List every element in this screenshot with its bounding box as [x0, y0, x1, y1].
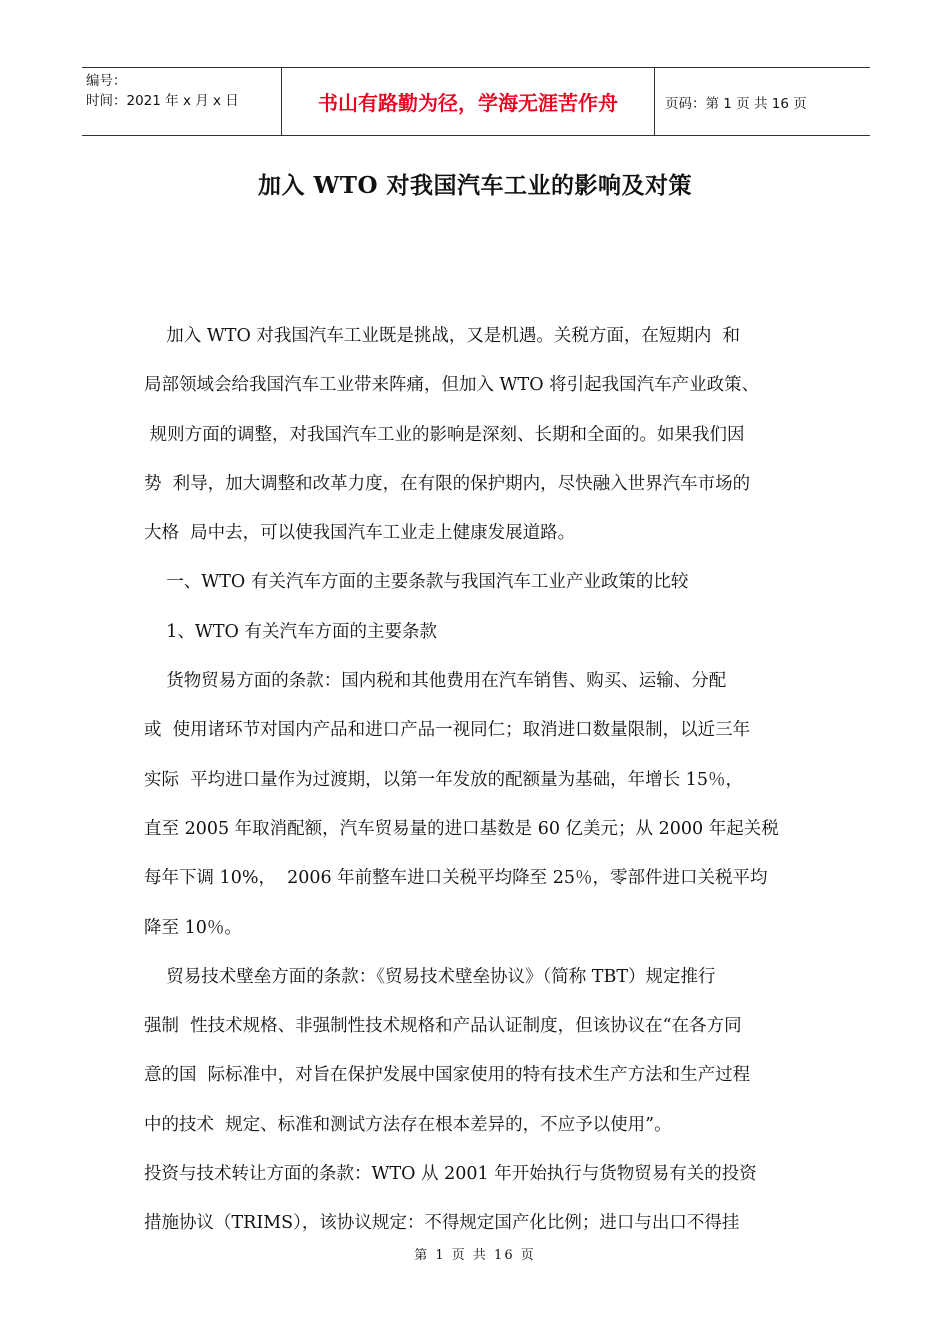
text-line: 货物贸易方面的条款：国内税和其他费用在汽车销售、购买、运输、分配	[144, 671, 727, 692]
header-meta	[82, 68, 282, 135]
text-line: 中的技术 规定、标准和测试方法存在根本差异的，不应予以使用”。	[144, 1114, 672, 1135]
document-body	[144, 312, 816, 1249]
page-footer: 第 1 页 共 16 页	[414, 1248, 536, 1263]
text-line: 1、WTO 有关汽车方面的主要条款	[144, 621, 437, 642]
text-line: 局部领域会给我国汽车工业带来阵痛，但加入 WTO 将引起我国汽车产业政策、	[144, 375, 760, 396]
text-line: 措施协议（TRIMS），该协议规定：不得规定国产化比例；进口与出口不得挂	[144, 1213, 740, 1234]
text-line: 降至 10％。	[144, 917, 242, 938]
header-page-info: 页码：第 1 页 共 16 页	[665, 95, 807, 112]
text-line: 或 使用诸环节对国内产品和进口产品一视同仁；取消进口数量限制，以近三年	[144, 720, 751, 741]
document-date: 时间：2021 年 x 月 x 日	[86, 93, 239, 109]
text-line: 投资与技术转让方面的条款：WTO 从 2001 年开始执行与货物贸易有关的投资	[144, 1164, 757, 1185]
text-line: 规则方面的调整，对我国汽车工业的影响是深刻、长期和全面的。如果我们因	[144, 424, 745, 445]
text-line: 实际 平均进口量作为过渡期，以第一年发放的配额量为基础，年增长 15％，	[144, 769, 743, 790]
text-line: 大格 局中去，可以使我国汽车工业走上健康发展道路。	[144, 523, 576, 544]
text-line: 每年下调 10%， 2006 年前整车进口关税平均降至 25％，零部件进口关税平均	[144, 868, 768, 889]
text-line: 直至 2005 年取消配额，汽车贸易量的进口基数是 60 亿美元；从 2000 年起关税	[144, 818, 779, 839]
document-title: 加入 WTO 对我国汽车工业的影响及对策	[258, 172, 692, 199]
text-line: 贸易技术壁垒方面的条款：《贸易技术壁垒协议》（简称 TBT）规定推行	[144, 966, 716, 987]
text-line: 强制 性技术规格、非强制性技术规格和产品认证制度，但该协议在“在各方同	[144, 1016, 742, 1037]
text-line: 意的国 际标准中，对旨在保护发展中国家使用的特有技术生产方法和生产过程	[144, 1065, 751, 1086]
text-line: 势 利导，加大调整和改革力度，在有限的保护期内，尽快融入世界汽车市场的	[144, 473, 751, 494]
text-line: 加入 WTO 对我国汽车工业既是挑战，又是机遇。关税方面，在短期内 和	[144, 326, 741, 346]
page-header	[82, 67, 870, 136]
header-motto: 书山有路勤为径，学海无涯苦作舟	[282, 68, 655, 135]
text-line: 一、WTO 有关汽车方面的主要条款与我国汽车工业产业政策的比较	[144, 572, 689, 593]
document-number-label: 编号：	[86, 73, 127, 89]
